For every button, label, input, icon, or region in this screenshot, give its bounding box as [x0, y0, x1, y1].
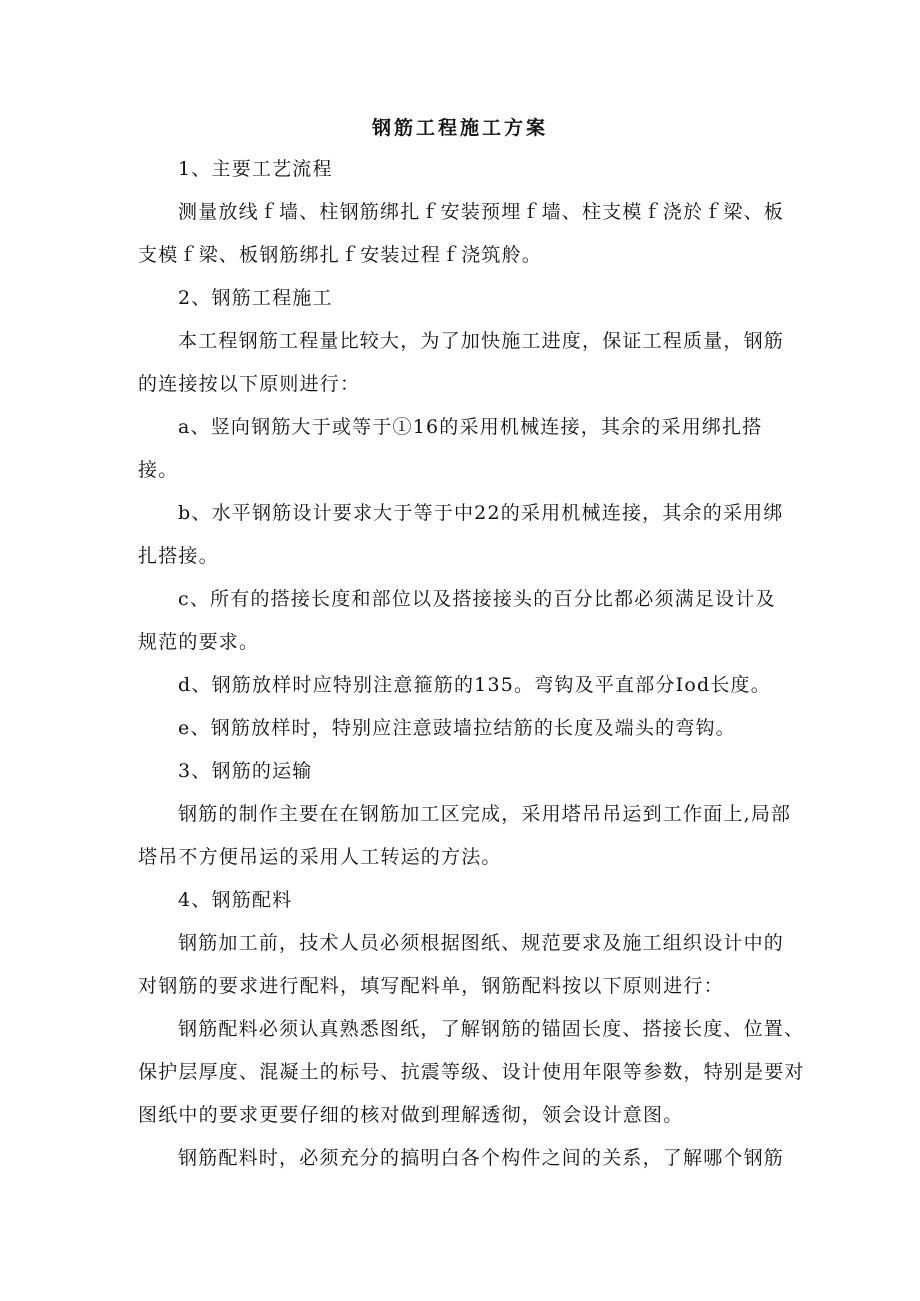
paragraph-line: 测量放线ｆ墙、柱钢筋绑扎ｆ安装预埋ｆ墙、柱支模ｆ浇於ｆ梁、板	[178, 201, 785, 223]
paragraph-line: 本工程钢筋工程量比较大，为了加快施工进度，保证工程质量，钢筋	[178, 330, 785, 352]
paragraph-line: 钢筋配料时，必须充分的搞明白各个构件之间的关系，了解哪个钢筋	[178, 1147, 785, 1169]
paragraph-line: 塔吊不方便吊运的采用人工转运的方法。	[138, 846, 502, 868]
paragraph-line: 钢筋配料必须认真熟悉图纸，了解钢筋的锚固长度、搭接长度、位置、	[178, 1018, 805, 1040]
paragraph-line: 的连接按以下原则进行：	[138, 373, 361, 395]
paragraph-line: 图纸中的要求更要仔细的核对做到理解透彻，领会设计意图。	[138, 1104, 684, 1126]
list-item-b-cont: 扎搭接。	[138, 545, 219, 567]
section-heading-2: 2、钢筋工程施工	[178, 287, 333, 309]
paragraph-line: 钢筋的制作主要在在钢筋加工区完成，采用塔吊吊运到工作面上,局部	[178, 803, 792, 825]
paragraph-line: 对钢筋的要求进行配料，填写配料单，钢筋配料按以下原则进行：	[138, 975, 724, 997]
list-item-e: e、钢筋放样时，特别应注意豉墙拉结筋的长度及端头的弯钩。	[178, 717, 736, 739]
list-item-d: d、钢筋放样时应特别注意箍筋的135。弯钩及平直部分Iod长度。	[178, 674, 771, 696]
section-heading-4: 4、钢筋配料	[178, 889, 293, 911]
list-item-c: c、所有的搭接长度和部位以及搭接接头的百分比都必须满足设计及	[178, 588, 776, 610]
list-item-a: a、竖向钢筋大于或等于①16的采用机械连接，其余的采用绑扎搭	[178, 416, 763, 438]
paragraph-line: 支模ｆ梁、板钢筋绑扎ｆ安装过程ｆ浇筑舲。	[138, 244, 543, 266]
document-title: 钢筋工程施工方案	[371, 117, 548, 139]
paragraph-line: 保护层厚度、混凝土的标号、抗震等级、设计使用年限等参数，特别是要对	[138, 1061, 805, 1083]
list-item-b: b、水平钢筋设计要求大于等于中22的采用机械连接，其余的采用绑	[178, 502, 784, 524]
list-item-a-cont: 接。	[138, 459, 179, 481]
list-item-c-cont: 规范的要求。	[138, 631, 260, 653]
paragraph-line: 钢筋加工前，技术人员必须根据图纸、规范要求及施工组织设计中的	[178, 932, 785, 954]
section-heading-1: 1、主要工艺流程	[178, 158, 333, 180]
section-heading-3: 3、钢筋的运输	[178, 760, 313, 782]
